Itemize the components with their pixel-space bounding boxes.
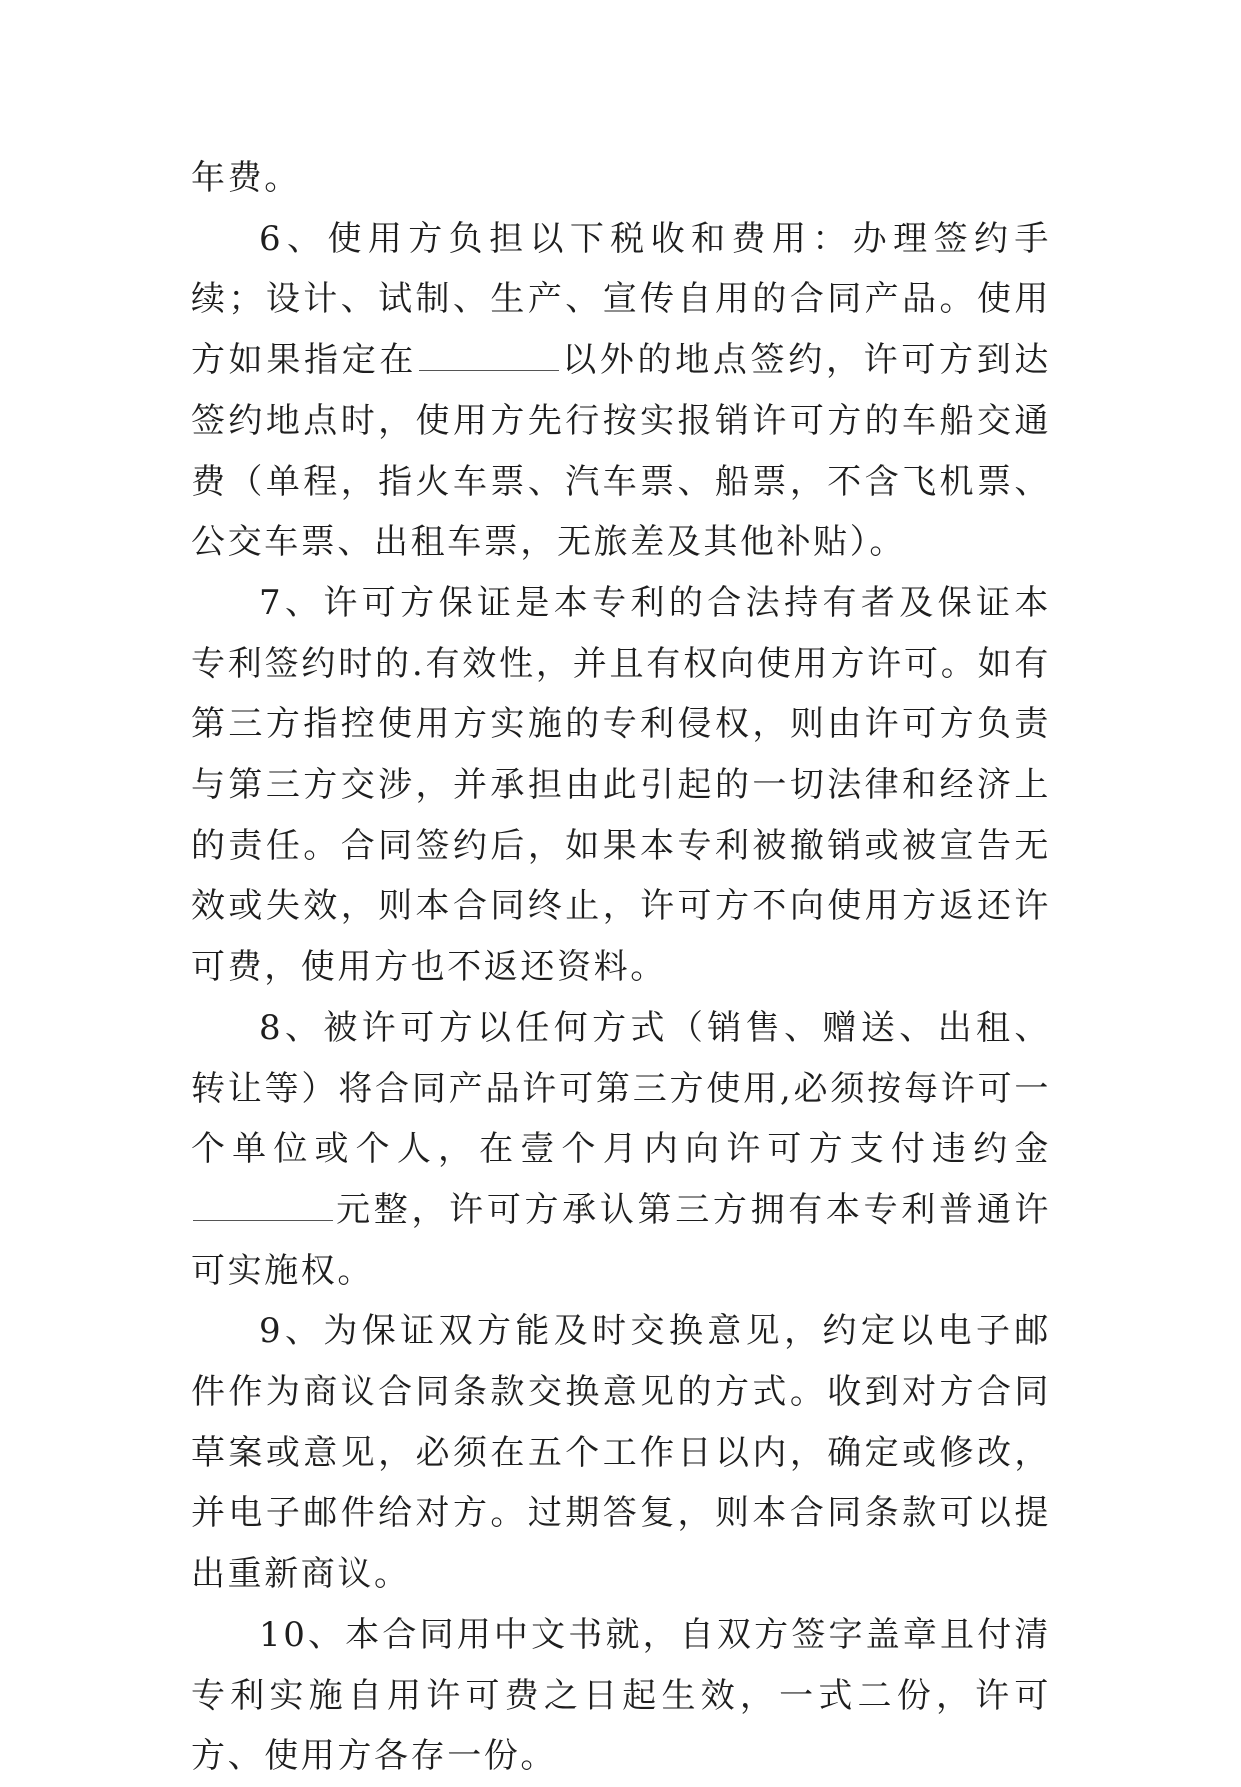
document-body [191,148,1051,1787]
paragraph-clause-6 [191,209,1051,573]
paragraph-clause-10 [191,1605,1051,1787]
paragraph-text: 7、许可方保证是本专利的合法持有者及保证本专利签约时的.有效性，并且有权向使用方许可。如有第三方指控使用方实施的专利侵权，则由许可方负责与第三方交涉，并承担由此引起的一切法律和经济上的责任。合同签约后，如果本专利被撤销或被宣告无效或失效，则本合同终止，许可方不向使用方返还许可费，使用方也不返还资料。 [191,582,1051,988]
paragraph-text: 9、为保证双方能及时交换意见，约定以电子邮件作为商议合同条款交换意见的方式。收到对方合同草案或意见，必须在五个工作日以内，确定或修改，并电子邮件给对方。过期答复，则本合同条款可以提出重新商议。 [191,1311,1051,1595]
paragraph-text-part2: 以外的地点签约，许可方到达签约地点时，使用方先行按实报销许可方的车船交通费（单程，指火车票、汽车票、船票，不含飞机票、公交车票、出租车票，无旅差及其他补贴）。 [191,340,1051,563]
paragraph-continuation [191,148,1051,209]
fill-in-blank-location [419,340,559,371]
paragraph-text-part2: 元整，许可方承认第三方拥有本专利普通许可实施权。 [191,1189,1051,1291]
paragraph-clause-9 [191,1301,1051,1605]
fill-in-blank-amount [193,1190,333,1221]
paragraph-clause-8 [191,998,1051,1302]
paragraph-text: 10、本合同用中文书就，自双方签字盖章且付清专利实施自用许可费之日起生效，一式二份，许可方、使用方各存一份。 [191,1614,1051,1777]
paragraph-text-part1: 8、被许可方以任何方式（销售、赠送、出租、转让等）将合同产品许可第三方使用,必须按每许可一个单位或个人，在壹个月内向许可方支付违约金 [191,1007,1051,1170]
paragraph-text-part1: 6、使用方负担以下税收和费用：办理签约手续；设计、试制、生产、宣传自用的合同产品。使用方如果指定在 [191,218,1051,381]
paragraph-clause-7 [191,573,1051,998]
paragraph-text: 年费。 [191,158,301,198]
